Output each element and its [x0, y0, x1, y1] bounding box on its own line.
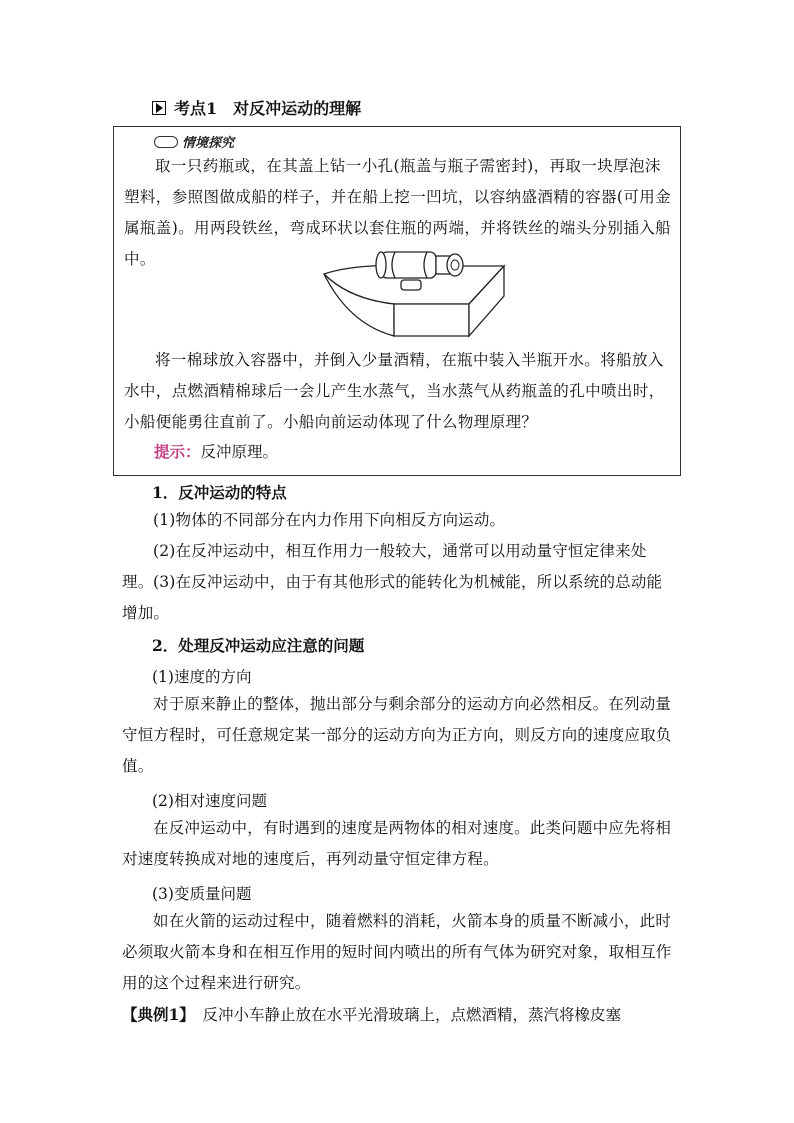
example-label: 【典例1】	[122, 1005, 188, 1024]
boat-illustration	[319, 244, 519, 344]
scenario-paragraph-2: 将一棉球放入容器中，并倒入少量酒精，在瓶中装入半瓶开水。将船放入水中，点燃酒精棉球后一会儿产生水蒸气，当水蒸气从药瓶盖的孔中喷出时，小船便能勇往直前了。小船向前运动体现了什么物理原理？	[124, 351, 665, 431]
example-text: 反冲小车静止放在水平光滑玻璃上，点燃酒精，蒸汽将橡皮塞	[187, 1006, 622, 1024]
hint	[154, 440, 278, 462]
section-title-text: 考点1 对反冲运动的理解	[174, 99, 362, 118]
point-1: (1)物体的不同部分在内力作用下向相反方向运动。	[153, 511, 506, 529]
hint-label: 提示：	[154, 442, 201, 461]
subheading-velocity: (1)速度的方向	[152, 668, 252, 686]
play-marker-icon	[152, 101, 166, 115]
paragraph-variable-mass: 如在火箭的运动过程中，随着燃料的消耗，火箭本身的质量不断减小，此时必须取火箭本身和在相互作用的短时间内喷出的所有气体为研究对象，取相互作用的这个过程来进行研究。	[122, 912, 672, 992]
box-tag	[154, 132, 234, 151]
subheading-variable-mass: (3)变质量问题	[152, 885, 252, 903]
point-3: (3)在反冲运动中，由于有其他形式的能转化为机械能，所以系统的总动能增加。	[122, 573, 663, 622]
paragraph-velocity: 对于原来静止的整体，抛出部分与剩余部分的运动方向必然相反。在列动量守恒方程时，可任意规定某一部分的运动方向为正方向，则反方向的速度应取负值。	[122, 695, 672, 775]
cloud-icon	[154, 136, 178, 148]
section-title	[152, 96, 361, 119]
scenario-box	[113, 126, 681, 476]
heading-2: 2．处理反冲运动应注意的问题	[152, 636, 365, 655]
scenario-paragraph-1: 取一只药瓶或，在其盖上钻一小孔(瓶盖与瓶子需密封)，再取一块厚泡沫塑料，参照图做成船的样子，并在船上挖一凹坑，以容纳盛酒精的容器(可用金属瓶盖)。用两段铁丝，弯成环状以套住瓶的两端，并将铁丝的端头分别插入船中。	[124, 157, 672, 268]
box-tag-text: 情境探究	[182, 136, 235, 151]
example-1	[122, 1003, 682, 1025]
subheading-relative: (2)相对速度问题	[152, 792, 267, 810]
paragraph-relative: 在反冲运动中，有时遇到的速度是两物体的相对速度。此类问题中应先将相对速度转换成对地的速度后，再列动量守恒定律方程。	[122, 819, 672, 868]
hint-text: 反冲原理。	[200, 443, 279, 461]
point-2: (2)在反冲运动中，相互作用力一般较大，通常可以用动量守恒定律来处理。	[122, 542, 647, 591]
heading-1: 1．反冲运动的特点	[152, 483, 287, 502]
